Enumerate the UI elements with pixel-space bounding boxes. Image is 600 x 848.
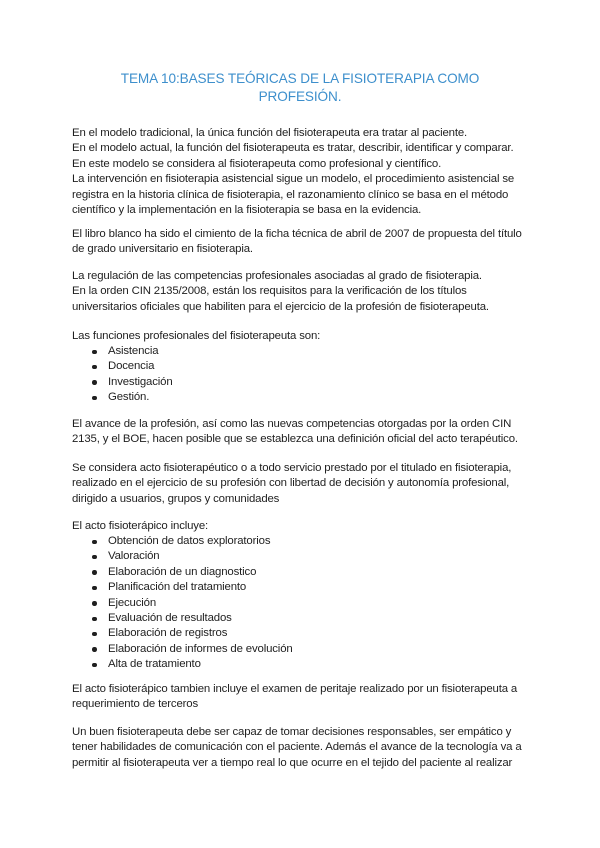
list-item: Elaboración de informes de evolución <box>72 642 532 657</box>
text-line: registra en la historia clínica de fisioterapia, el razonamiento clínico se basa en el método <box>72 188 509 201</box>
bullet-icon <box>92 617 97 622</box>
acto-intro <box>72 519 532 534</box>
text-line: En la orden CIN 2135/2008, están los requisitos para la verificación de los títulos <box>72 285 467 298</box>
list-item: Asistencia <box>72 344 532 359</box>
list-item: Investigación <box>72 375 532 390</box>
bullet-icon <box>92 555 97 560</box>
text-line: requerimiento de terceros <box>72 698 199 711</box>
text-line: dirigido a usuarios, grupos y comunidades <box>72 492 280 505</box>
paragraph-libro-blanco <box>72 227 532 258</box>
list-item: Elaboración de un diagnostico <box>72 565 532 580</box>
text-line: En el modelo actual, la función del fisioterapeuta es tratar, describir, identificar y comparar. <box>72 142 514 155</box>
text-line: El libro blanco ha sido el cimiento de la ficha técnica de abril de 2007 de propuesta del título <box>72 228 522 240</box>
acto-list <box>72 534 532 673</box>
list-item: Obtención de datos exploratorios <box>72 534 532 549</box>
text-line: La intervención en fisioterapia asistencial sigue un modelo, el procedimiento asistencial se <box>72 173 515 186</box>
text-line: realizado en el ejercicio de su profesión con libertad de decisión y autonomía profesional, <box>72 477 510 490</box>
list-item: Evaluación de resultados <box>72 611 532 626</box>
bullet-icon <box>92 365 97 370</box>
text-line: permitir al fisioterapeuta ver a tiempo real lo que ocurre en el tejido del paciente al realizar <box>72 756 513 769</box>
bullet-icon <box>92 570 97 575</box>
paragraph-definicion <box>72 461 532 507</box>
text-line: científico y la implementación en la fisioterapia se basa en la evidencia. <box>72 204 422 217</box>
paragraph-regulacion <box>72 269 532 315</box>
text-line: El acto fisioterápico tambien incluye el examen de peritaje realizado por un fisioterapeuta a <box>72 683 518 695</box>
text-line: universitarios oficiales que habiliten para el ejercicio de la profesión de fisioterapeuta. <box>72 300 489 313</box>
paragraph-peritaje <box>72 682 532 713</box>
bullet-icon <box>92 380 97 385</box>
text-line: En el modelo tradicional, la única función del fisioterapeuta era tratar al paciente. <box>72 127 468 139</box>
text-line: El acto fisioterápico incluye: <box>72 520 209 532</box>
title-line: TEMA 10:BASES TEÓRICAS DE LA FISIOTERAPIA COMO <box>120 71 480 86</box>
text-line: tener habilidades de comunicación con el paciente. Además el avance de la tecnología va a <box>72 741 522 754</box>
list-item: Elaboración de registros <box>72 626 532 641</box>
text-line: de grado universitario en fisioterapia. <box>72 243 253 256</box>
bullet-icon <box>92 540 97 545</box>
bullet-icon <box>92 647 97 652</box>
list-item: Ejecución <box>72 596 532 611</box>
title-line: PROFESIÓN. <box>258 89 342 105</box>
page-title <box>60 70 540 107</box>
list-item: Valoración <box>72 549 532 564</box>
text-line: El avance de la profesión, así como las nuevas competencias otorgadas por la orden CIN <box>72 418 512 430</box>
list-item: Alta de tratamiento <box>72 657 532 672</box>
paragraph-buen-fisioterapeuta <box>72 725 532 771</box>
bullet-icon <box>92 663 97 668</box>
bullet-icon <box>92 586 97 591</box>
text-line: Las funciones profesionales del fisioterapeuta son: <box>72 330 321 342</box>
bullet-icon <box>92 632 97 637</box>
text-line: Se considera acto fisioterapéutico o a todo servicio prestado por el titulado en fisioterapia, <box>72 462 512 474</box>
list-item: Planificación del tratamiento <box>72 580 532 595</box>
text-line: 2135, y el BOE, hacen posible que se establezca una definición oficial del acto terapéutico. <box>72 433 518 446</box>
bullet-icon <box>92 396 97 401</box>
paragraph-models <box>72 126 532 218</box>
bullet-icon <box>92 601 97 606</box>
bullet-icon <box>92 350 97 355</box>
paragraph-avance <box>72 417 532 448</box>
text-line: Un buen fisioterapeuta debe ser capaz de tomar decisiones responsables, ser empático y <box>72 726 512 738</box>
list-item: Gestión. <box>72 390 532 405</box>
text-line: La regulación de las competencias profesionales asociadas al grado de fisioterapia. <box>72 270 482 282</box>
list-item: Docencia <box>72 359 532 374</box>
functions-intro <box>72 329 532 344</box>
text-line: En este modelo se considera al fisioterapeuta como profesional y científico. <box>72 157 442 170</box>
functions-list <box>72 344 532 406</box>
